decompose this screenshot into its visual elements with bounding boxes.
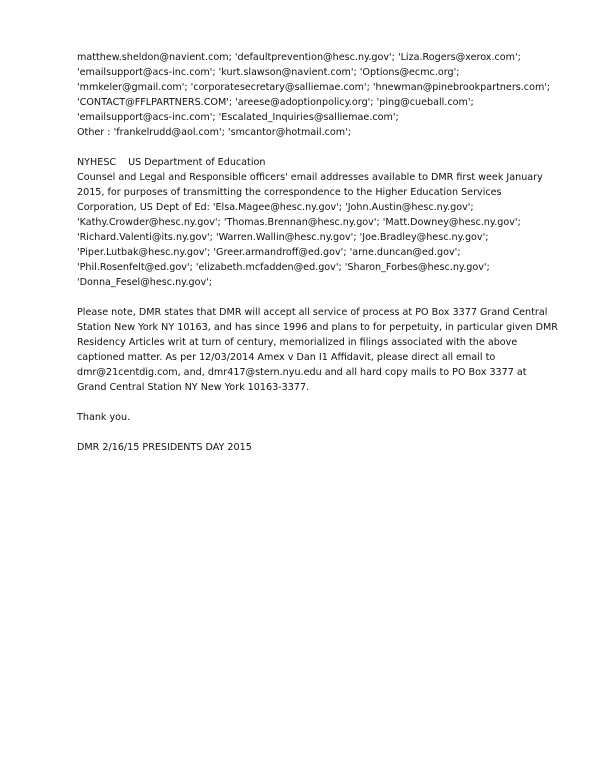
paragraph-line: Residency Articles writ at turn of century, memorialized in filings associated with the above (77, 337, 518, 348)
paragraph-line: 'Donna_Fesel@hesc.ny.gov'; (77, 277, 213, 288)
paragraph-gap (77, 425, 557, 440)
section-heading (77, 155, 557, 170)
paragraph-gap (77, 395, 557, 410)
thank-you-line: Thank you. (77, 412, 131, 423)
counsel-paragraph (77, 170, 557, 290)
email-line: 'emailsupport@acs-inc.com'; 'Escalated_Inquiries@salliemae.com'; (77, 112, 399, 123)
email-line: 'CONTACT@FFLPARTNERS.COM'; 'areese@adoptionpolicy.org'; 'ping@cueball.com'; (77, 97, 474, 108)
paragraph-gap (77, 140, 557, 155)
heading-us-dept: US Department of Education (128, 157, 266, 168)
paragraph-line: 2015, for purposes of transmitting the correspondence to the Higher Education Services (77, 187, 502, 198)
email-line: matthew.sheldon@navient.com; 'defaultprevention@hesc.ny.gov'; 'Liza.Rogers@xerox.com'; (77, 52, 521, 63)
paragraph-line: 'Piper.Lutbak@hesc.ny.gov'; 'Greer.armandroff@ed.gov'; 'arne.duncan@ed.gov'; (77, 247, 461, 258)
paragraph-line: captioned matter. As per 12/03/2014 Amex v Dan I1 Affidavit, please direct all email to (77, 352, 496, 363)
email-line: 'mmkeler@gmail.com'; 'corporatesecretary@salliemae.com'; 'hnewman@pinebrookpartners.com'; (77, 82, 551, 93)
paragraph-line: Station New York NY 10163, and has since 1996 and plans to for perpetuity, in particular given DMR (77, 322, 558, 333)
notice-paragraph (77, 305, 557, 395)
email-line: Other : 'frankelrudd@aol.com'; 'smcantor@hotmail.com'; (77, 127, 352, 138)
paragraph-line: 'Richard.Valenti@its.ny.gov'; 'Warren.Wallin@hesc.ny.gov'; 'Joe.Bradley@hesc.ny.gov'; (77, 232, 489, 243)
paragraph-gap (77, 290, 557, 305)
document-body (77, 50, 557, 455)
paragraph-line: 'Kathy.Crowder@hesc.ny.gov'; 'Thomas.Brennan@hesc.ny.gov'; 'Matt.Downey@hesc.ny.gov'; (77, 217, 521, 228)
email-line: 'emailsupport@acs-inc.com'; 'kurt.slawson@navient.com'; 'Options@ecmc.org'; (77, 67, 460, 78)
paragraph-line: Please note, DMR states that DMR will accept all service of process at PO Box 3377 Grand Central (77, 307, 548, 318)
paragraph-line: Grand Central Station NY New York 10163-3377. (77, 382, 310, 393)
signature-line: DMR 2/16/15 PRESIDENTS DAY 2015 (77, 442, 252, 453)
heading-nyhesc: NYHESC (77, 157, 117, 168)
email-list-block (77, 50, 557, 140)
paragraph-line: Counsel and Legal and Responsible officers' email addresses available to DMR first week January (77, 172, 543, 183)
paragraph-line: dmr@21centdig.com, and, dmr417@stern.nyu.edu and all hard copy mails to PO Box 3377 at (77, 367, 527, 378)
paragraph-line: Corporation, US Dept of Ed: 'Elsa.Magee@hesc.ny.gov'; 'John.Austin@hesc.ny.gov'; (77, 202, 474, 213)
paragraph-line: 'Phil.Rosenfelt@ed.gov'; 'elizabeth.mcfadden@ed.gov'; 'Sharon_Forbes@hesc.ny.gov'; (77, 262, 490, 273)
